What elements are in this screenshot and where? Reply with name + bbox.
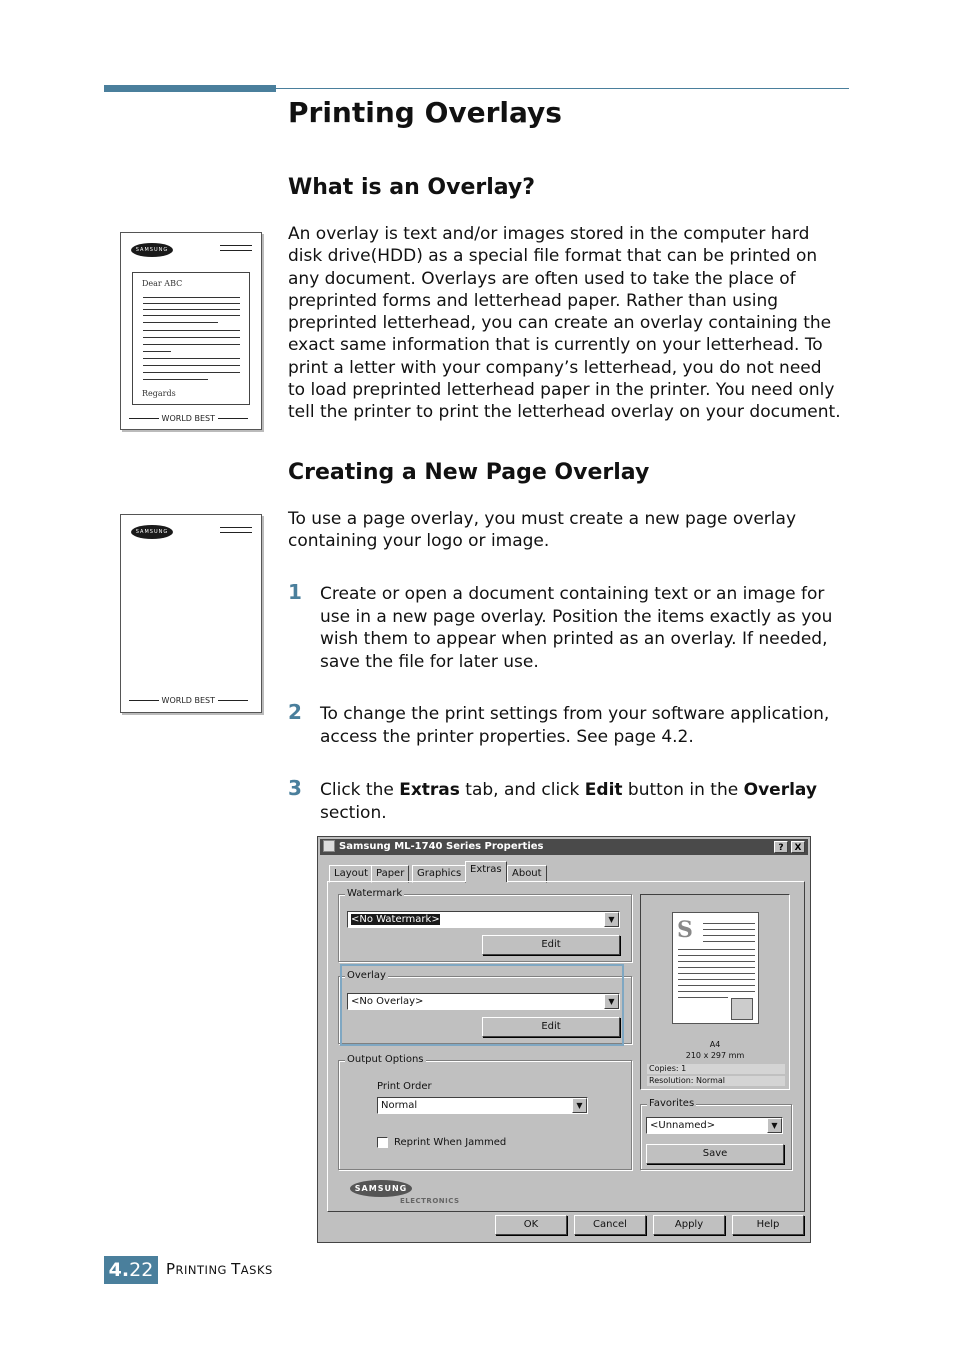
help-button[interactable]: Help bbox=[732, 1215, 804, 1235]
chevron-down-icon[interactable]: ▼ bbox=[604, 912, 619, 927]
preview-line bbox=[703, 941, 755, 942]
step-line: use in a new page overlay. Position the items exactly as you bbox=[320, 606, 833, 627]
preview-line bbox=[678, 949, 755, 950]
body-line: An overlay is text and/or images stored in the computer hard bbox=[288, 224, 810, 244]
preview-page bbox=[672, 912, 759, 1024]
preview-line bbox=[678, 961, 755, 962]
preview-resolution: Resolution: Normal bbox=[647, 1076, 785, 1086]
step-number: 3 bbox=[288, 776, 302, 800]
preview-line bbox=[678, 967, 755, 968]
samsung-logo: SAMSUNG bbox=[131, 525, 173, 539]
preview-line bbox=[703, 923, 755, 924]
output-options-label: Output Options bbox=[347, 1054, 424, 1065]
preview-line bbox=[678, 973, 755, 974]
overlay-group-label: Overlay bbox=[347, 970, 386, 981]
text-line bbox=[143, 344, 240, 345]
text-line bbox=[143, 351, 171, 352]
chevron-down-icon[interactable]: ▼ bbox=[572, 1098, 587, 1113]
section-heading-overlay: What is an Overlay? bbox=[288, 175, 536, 200]
watermark-edit-button[interactable]: Edit bbox=[482, 935, 620, 955]
body-line: disk drive(HDD) as a special file format that can be printed on bbox=[288, 246, 818, 267]
text-line bbox=[143, 372, 240, 373]
text-line bbox=[143, 365, 240, 366]
text-line bbox=[143, 358, 240, 359]
electronics-wordmark: ELECTRONICS bbox=[400, 1197, 460, 1205]
overlay-edit-button[interactable]: Edit bbox=[482, 1017, 620, 1037]
tab-about[interactable]: About bbox=[507, 865, 547, 883]
cancel-button[interactable]: Cancel bbox=[574, 1215, 646, 1235]
letter-with-overlay-illustration bbox=[120, 232, 262, 430]
label-smallcaps: RINTING bbox=[175, 1263, 232, 1277]
letter-footer bbox=[129, 696, 248, 705]
step-1-text bbox=[320, 583, 855, 673]
step-number: 2 bbox=[288, 700, 302, 724]
overlay-highlight-box bbox=[340, 964, 624, 1046]
preview-page-letter: S bbox=[677, 917, 693, 943]
watermark-group-label: Watermark bbox=[347, 888, 403, 899]
printer-icon bbox=[323, 840, 335, 852]
letter-body-box bbox=[132, 272, 250, 405]
orientation-icon bbox=[731, 998, 753, 1020]
favorites-select[interactable] bbox=[646, 1117, 783, 1134]
preview-line bbox=[703, 929, 755, 930]
reprint-when-jammed-label: Reprint When Jammed bbox=[394, 1137, 507, 1148]
label-cap: T bbox=[231, 1260, 241, 1278]
text-line bbox=[143, 303, 240, 304]
body-line: containing your logo or image. bbox=[288, 531, 550, 552]
samsung-logo: SAMSUNG bbox=[131, 243, 173, 257]
step-line bbox=[320, 779, 855, 802]
preview-line bbox=[678, 985, 755, 986]
text-run: button in the bbox=[622, 780, 744, 800]
step-line: save the file for later use. bbox=[320, 651, 539, 672]
text-run: tab, and click bbox=[459, 780, 585, 800]
preview-line bbox=[678, 955, 755, 956]
preview-line bbox=[678, 997, 728, 998]
dialog-title: Samsung ML-1740 Series Properties bbox=[339, 841, 544, 852]
favorites-select-value: <Unnamed> bbox=[650, 1120, 716, 1131]
text-line bbox=[143, 309, 240, 310]
label-cap: P bbox=[166, 1260, 176, 1278]
letter-footer bbox=[129, 414, 248, 423]
overlay-page-illustration bbox=[120, 514, 262, 713]
text-line bbox=[143, 337, 240, 338]
body-line: to load preprinted letterhead paper in the printer. You need only bbox=[288, 380, 835, 401]
step-number: 1 bbox=[288, 580, 302, 604]
body-line: exact same information that is currently on your letterhead. To bbox=[288, 335, 823, 356]
page-number-tab bbox=[104, 1256, 158, 1284]
overlay-description bbox=[288, 223, 853, 424]
dialog-titlebar bbox=[320, 839, 808, 855]
step-line: section. bbox=[320, 802, 387, 823]
watermark-select[interactable] bbox=[347, 911, 620, 928]
text-bold-edit: Edit bbox=[584, 780, 623, 800]
text-bold-extras: Extras bbox=[399, 780, 460, 800]
tab-graphics[interactable]: Graphics bbox=[412, 865, 466, 883]
text-line bbox=[143, 322, 218, 323]
text-line bbox=[143, 330, 240, 331]
letter-closing: Regards bbox=[142, 389, 176, 398]
page-number: 22 bbox=[129, 1259, 154, 1281]
body-line: print a letter with your company’s letterhead, you do not need bbox=[288, 357, 822, 378]
text-line bbox=[143, 315, 240, 316]
step-3-text bbox=[320, 779, 855, 824]
print-order-select[interactable] bbox=[377, 1097, 588, 1114]
preview-paper-name: A4 bbox=[709, 1040, 721, 1049]
tab-extras[interactable]: Extras bbox=[465, 861, 507, 882]
step-line: Create or open a document containing text or an image for bbox=[320, 584, 825, 604]
page-title: Printing Overlays bbox=[288, 96, 562, 129]
create-intro bbox=[288, 508, 853, 553]
text-run: Click the bbox=[320, 780, 400, 800]
preview-line bbox=[703, 935, 755, 936]
preview-copies: Copies: 1 bbox=[647, 1064, 785, 1074]
ok-button[interactable]: OK bbox=[495, 1215, 567, 1235]
favorites-label: Favorites bbox=[649, 1098, 695, 1109]
text-line bbox=[143, 297, 240, 298]
preview-line bbox=[678, 991, 755, 992]
reprint-when-jammed-checkbox[interactable] bbox=[377, 1137, 388, 1148]
section-heading-create: Creating a New Page Overlay bbox=[288, 460, 650, 485]
print-order-label: Print Order bbox=[377, 1081, 432, 1092]
print-order-value: Normal bbox=[381, 1100, 418, 1111]
chapter-number: 4. bbox=[108, 1259, 130, 1281]
tab-layout[interactable]: Layout bbox=[329, 865, 373, 883]
step-line: wish them to appear when printed as an overlay. If needed, bbox=[320, 629, 828, 649]
body-line: preprinted letterhead, you can create an overlay containing the bbox=[288, 313, 832, 334]
overlay-select-value: <No Overlay> bbox=[351, 996, 424, 1007]
text-bold-overlay: Overlay bbox=[743, 780, 817, 800]
step-2-text bbox=[320, 703, 855, 748]
samsung-brand-logo: SAMSUNG bbox=[350, 1180, 412, 1197]
chapter-label bbox=[166, 1260, 273, 1278]
apply-button[interactable]: Apply bbox=[653, 1215, 725, 1235]
body-line: tell the printer to print the letterhead overlay on your document. bbox=[288, 402, 841, 423]
step-line: access the printer properties. See page 4.2. bbox=[320, 726, 694, 747]
output-options-group bbox=[338, 1054, 632, 1170]
body-line: any document. Overlays are often used to take the place of bbox=[288, 268, 796, 289]
preview-line bbox=[678, 979, 755, 980]
step-line: To change the print settings from your software application, bbox=[320, 704, 830, 724]
body-line: preprinted forms and letterhead paper. Rather than using bbox=[288, 290, 779, 311]
help-titlebar-button[interactable]: ? bbox=[774, 841, 788, 853]
preview-paper-size: 210 x 297 mm bbox=[685, 1051, 745, 1060]
body-line: To use a page overlay, you must create a new page overlay bbox=[288, 509, 796, 529]
header-rule-thick bbox=[104, 85, 276, 92]
watermark-select-value: <No Watermark> bbox=[351, 914, 440, 925]
chevron-down-icon[interactable]: ▼ bbox=[604, 994, 619, 1009]
letter-greeting: Dear ABC bbox=[142, 279, 183, 288]
text-line bbox=[143, 379, 208, 380]
label-smallcaps: ASKS bbox=[240, 1263, 273, 1277]
header-rule-thin bbox=[276, 88, 849, 89]
close-titlebar-button[interactable]: X bbox=[791, 841, 805, 853]
footer-slogan: WORLD BEST bbox=[161, 414, 215, 423]
letterhead-lines bbox=[220, 245, 252, 251]
letterhead-lines bbox=[220, 527, 252, 533]
tab-paper[interactable]: Paper bbox=[371, 865, 409, 883]
footer-slogan: WORLD BEST bbox=[161, 696, 215, 705]
favorites-save-button[interactable]: Save bbox=[646, 1144, 784, 1164]
chevron-down-icon[interactable]: ▼ bbox=[767, 1118, 782, 1133]
